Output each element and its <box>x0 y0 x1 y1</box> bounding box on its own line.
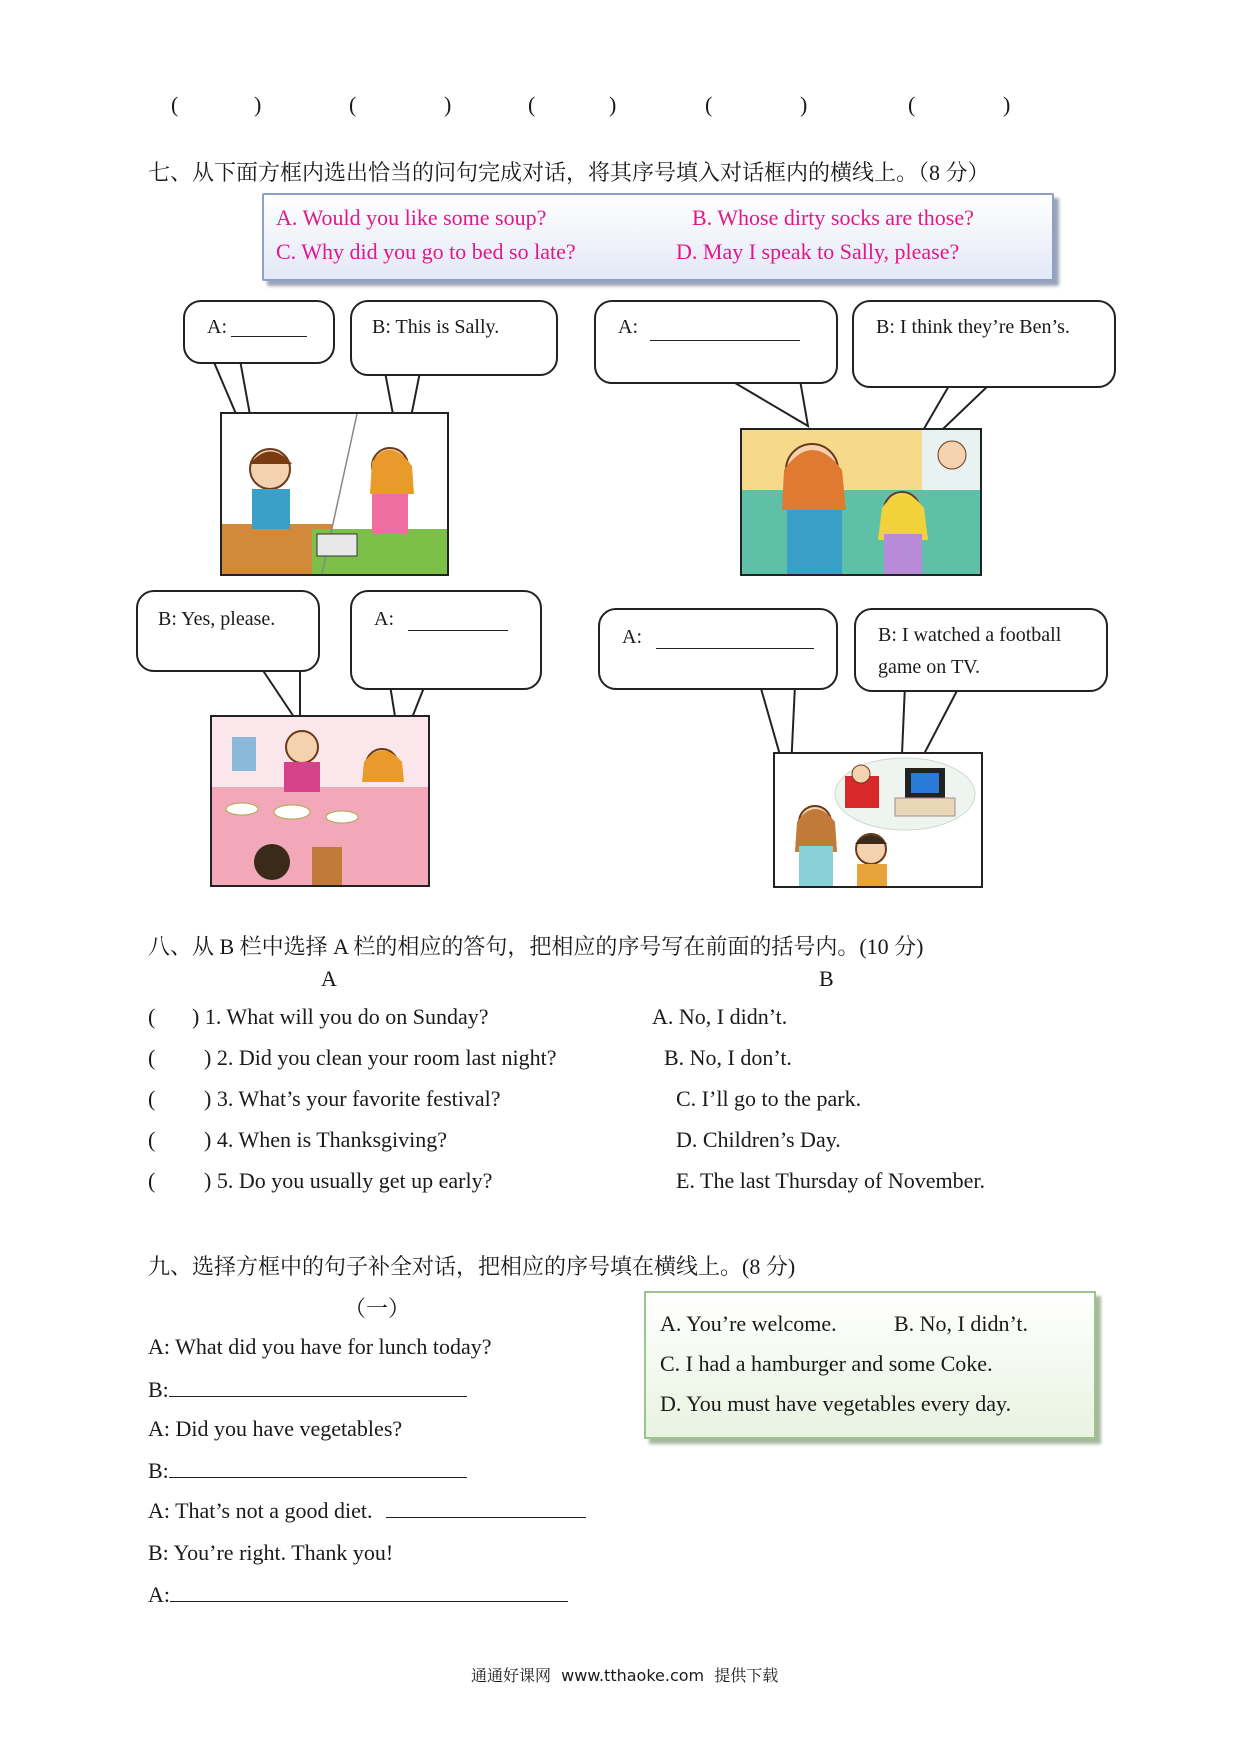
row2-answer: B. No, I don’t. <box>664 1045 792 1070</box>
scene1-b-text: B: This is Sally. <box>372 316 500 338</box>
dialog-line-2-speaker: B: <box>148 1377 169 1402</box>
scene1-bubble-a <box>183 300 335 364</box>
dialog-line-5-text: A: That’s not a good diet. <box>148 1498 373 1523</box>
section9-options-box <box>644 1291 1096 1439</box>
row1-answer: A. No, I didn’t. <box>652 1004 788 1029</box>
row4-open-paren[interactable]: ( <box>148 1127 156 1152</box>
scene2-bubble-b <box>852 300 1116 388</box>
paren-close-3: ) <box>609 92 617 117</box>
dialog-line-4 <box>148 1458 467 1484</box>
scene1-answer-blank[interactable] <box>231 336 307 337</box>
dialog-line-5 <box>148 1498 586 1524</box>
paren-open-2: ( <box>349 92 357 117</box>
dialog-line-7-speaker: A: <box>148 1582 170 1607</box>
row3-answer: C. I’ll go to the park. <box>676 1086 862 1111</box>
scene3-image <box>210 715 430 887</box>
s9-option-c: C. I had a hamburger and some Coke. <box>660 1351 993 1376</box>
scene2-image <box>740 428 982 576</box>
row5-answer: E. The last Thursday of November. <box>676 1168 985 1193</box>
section7-heading: 七、从下面方框内选出恰当的问句完成对话，将其序号填入对话框内的横线上。（8 分） <box>148 160 990 185</box>
paren-close-4: ) <box>800 92 808 117</box>
row3-open-paren[interactable]: ( <box>148 1086 156 1111</box>
scene4-b-text-line1: B: I watched a football <box>878 624 1062 646</box>
paren-open-4: ( <box>705 92 713 117</box>
row2-open-paren[interactable]: ( <box>148 1045 156 1070</box>
row2-question: ) 2. Did you clean your room last night? <box>204 1045 557 1070</box>
living-room-illustration <box>742 430 980 574</box>
option-c: C. Why did you go to bed so late? <box>276 239 576 264</box>
scene1-bubble-b <box>350 300 558 376</box>
s9-option-d: D. You must have vegetables every day. <box>660 1391 1012 1416</box>
scene1-image <box>220 412 449 576</box>
row4-question: ) 4. When is Thanksgiving? <box>204 1127 447 1152</box>
scene4-b-text-line2: game on TV. <box>878 656 981 678</box>
dialog-line-7 <box>148 1582 568 1608</box>
column-a-label: A <box>321 966 337 991</box>
dialog-blank-3[interactable] <box>386 1517 586 1518</box>
row4-answer: D. Children’s Day. <box>676 1127 841 1152</box>
section9-heading: 九、选择方框中的句子补全对话，把相应的序号填在横线上。(8 分) <box>148 1254 796 1279</box>
girls-telephone-illustration <box>222 414 447 574</box>
dialog-line-1: A: What did you have for lunch today? <box>148 1334 492 1359</box>
dialog-line-6: B: You’re right. Thank you! <box>148 1540 394 1565</box>
scene3-a-label: B: Yes, please. <box>158 608 276 630</box>
page-footer: 通通好课网 www.tthaoke.com 提供下载 <box>471 1666 779 1685</box>
section9-subheading: （一） <box>344 1296 411 1321</box>
dialog-blank-2[interactable] <box>169 1477 467 1478</box>
option-b: B. Whose dirty socks are those? <box>692 205 974 230</box>
option-d: D. May I speak to Sally, please? <box>676 239 960 264</box>
dialog-line-4-speaker: B: <box>148 1458 169 1483</box>
row3-question: ) 3. What’s your favorite festival? <box>204 1086 501 1111</box>
scene2-b-text: B: I think they’re Ben’s. <box>876 316 1070 338</box>
scene2-answer-blank[interactable] <box>650 340 800 341</box>
paren-open-3: ( <box>528 92 536 117</box>
scene3-answer-blank[interactable] <box>408 630 508 631</box>
row5-open-paren[interactable]: ( <box>148 1168 156 1193</box>
paren-close-1: ) <box>254 92 262 117</box>
scene4-bubble-b <box>854 608 1108 692</box>
dialog-line-3: A: Did you have vegetables? <box>148 1416 403 1441</box>
paren-open-1: ( <box>171 92 179 117</box>
row1-open-paren[interactable]: ( <box>148 1004 156 1029</box>
s9-option-b: B. No, I didn’t. <box>894 1311 1029 1336</box>
scene4-answer-blank[interactable] <box>656 648 814 649</box>
girl-boy-tv-illustration <box>775 754 981 886</box>
paren-open-5: ( <box>908 92 916 117</box>
column-b-label: B <box>819 966 834 991</box>
section8-heading: 八、从 B 栏中选择 A 栏的相应的答句，把相应的序号写在前面的括号内。(10 分) <box>148 934 924 959</box>
dinner-table-illustration <box>212 717 428 885</box>
dialog-blank-4[interactable] <box>170 1601 568 1602</box>
scene3-b-text: A: <box>374 608 394 630</box>
scene1-a-label: A: <box>207 316 227 338</box>
scene4-bubble-a <box>598 608 838 690</box>
scene4-a-label: A: <box>622 626 642 648</box>
dialog-line-2 <box>148 1377 467 1403</box>
option-a: A. Would you like some soup? <box>276 205 547 230</box>
s9-option-a: A. You’re welcome. <box>660 1311 837 1336</box>
scene3-bubble-b <box>350 590 542 690</box>
dialog-blank-1[interactable] <box>169 1396 467 1397</box>
scene2-bubble-a <box>594 300 838 384</box>
scene3-bubble-a <box>136 590 320 672</box>
scene2-a-label: A: <box>618 316 638 338</box>
paren-close-2: ) <box>444 92 452 117</box>
paren-close-5: ) <box>1003 92 1011 117</box>
row5-question: ) 5. Do you usually get up early? <box>204 1168 493 1193</box>
row1-question: ) 1. What will you do on Sunday? <box>192 1004 489 1029</box>
scene4-image <box>773 752 983 888</box>
